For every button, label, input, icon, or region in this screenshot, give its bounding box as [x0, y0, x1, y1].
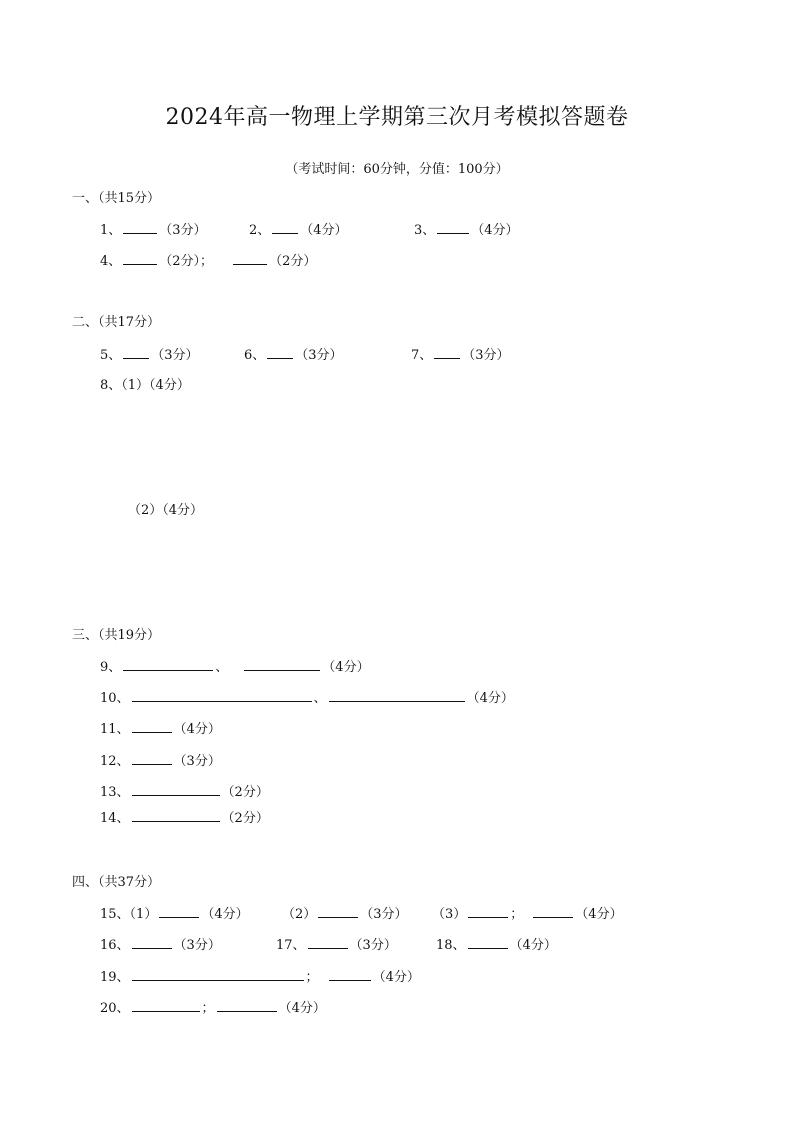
page-title: 2024年高一物理上学期第三次月考模拟答题卷 — [165, 105, 629, 130]
exam-info: （考试时间：60分钟，分值：100分） — [285, 162, 509, 177]
answer-blank[interactable] — [308, 936, 348, 949]
answer-blank[interactable] — [267, 346, 293, 359]
question-16: 16、 （3分） — [100, 938, 221, 953]
answer-blank[interactable] — [132, 968, 304, 981]
question-12: 12、 （3分） — [100, 754, 221, 769]
answer-blank[interactable] — [533, 905, 573, 918]
question-8-part-2: （2）（4分） — [128, 503, 204, 518]
question-4: 4、 （2分）； （2分） — [100, 254, 317, 269]
section-4-header: 四、（共37分） — [72, 875, 161, 890]
question-15-part-1: 15、（1） （4分） — [100, 907, 249, 922]
answer-blank[interactable] — [329, 968, 371, 981]
answer-blank[interactable] — [233, 252, 267, 265]
answer-blank[interactable] — [123, 252, 157, 265]
answer-blank[interactable] — [318, 905, 358, 918]
answer-blank[interactable] — [132, 689, 312, 702]
answer-blank[interactable] — [244, 658, 320, 671]
question-9: 9、 、 （4分） — [100, 660, 370, 675]
answer-blank[interactable] — [123, 346, 149, 359]
answer-blank[interactable] — [132, 720, 172, 733]
answer-blank[interactable] — [468, 905, 508, 918]
question-1: 1、 （3分） — [100, 223, 207, 238]
answer-blank[interactable] — [272, 221, 298, 234]
question-2: 2、 （4分） — [249, 223, 348, 238]
answer-blank[interactable] — [132, 936, 172, 949]
answer-blank[interactable] — [217, 999, 277, 1012]
answer-blank[interactable] — [132, 752, 172, 765]
question-15-part-2: （2） （3分） — [282, 907, 408, 922]
question-8-part-1: 8、（1）（4分） — [100, 378, 190, 393]
question-19: 19、 ； （4分） — [100, 970, 420, 985]
question-7: 7、 （3分） — [411, 348, 510, 363]
question-11: 11、 （4分） — [100, 722, 221, 737]
question-14: 14、 （2分） — [100, 811, 269, 826]
question-5: 5、 （3分） — [100, 348, 199, 363]
answer-blank[interactable] — [159, 905, 199, 918]
answer-blank[interactable] — [434, 346, 460, 359]
section-1-header: 一、（共15分） — [72, 191, 161, 206]
question-10: 10、 、 （4分） — [100, 691, 514, 706]
section-2-header: 二、（共17分） — [72, 315, 161, 330]
question-17: 17、 （3分） — [276, 938, 397, 953]
answer-blank[interactable] — [132, 783, 220, 796]
question-15-part-3: （3） ； （4分） — [432, 907, 623, 922]
answer-blank[interactable] — [132, 809, 220, 822]
answer-blank[interactable] — [437, 221, 469, 234]
question-20: 20、 ； （4分） — [100, 1001, 326, 1016]
answer-blank[interactable] — [123, 221, 157, 234]
answer-blank[interactable] — [468, 936, 508, 949]
question-18: 18、 （4分） — [436, 938, 557, 953]
section-3-header: 三、（共19分） — [72, 628, 161, 643]
answer-blank[interactable] — [329, 689, 465, 702]
question-3: 3、 （4分） — [414, 223, 519, 238]
answer-blank[interactable] — [123, 658, 213, 671]
question-13: 13、 （2分） — [100, 785, 269, 800]
question-6: 6、 （3分） — [244, 348, 343, 363]
answer-blank[interactable] — [132, 999, 200, 1012]
